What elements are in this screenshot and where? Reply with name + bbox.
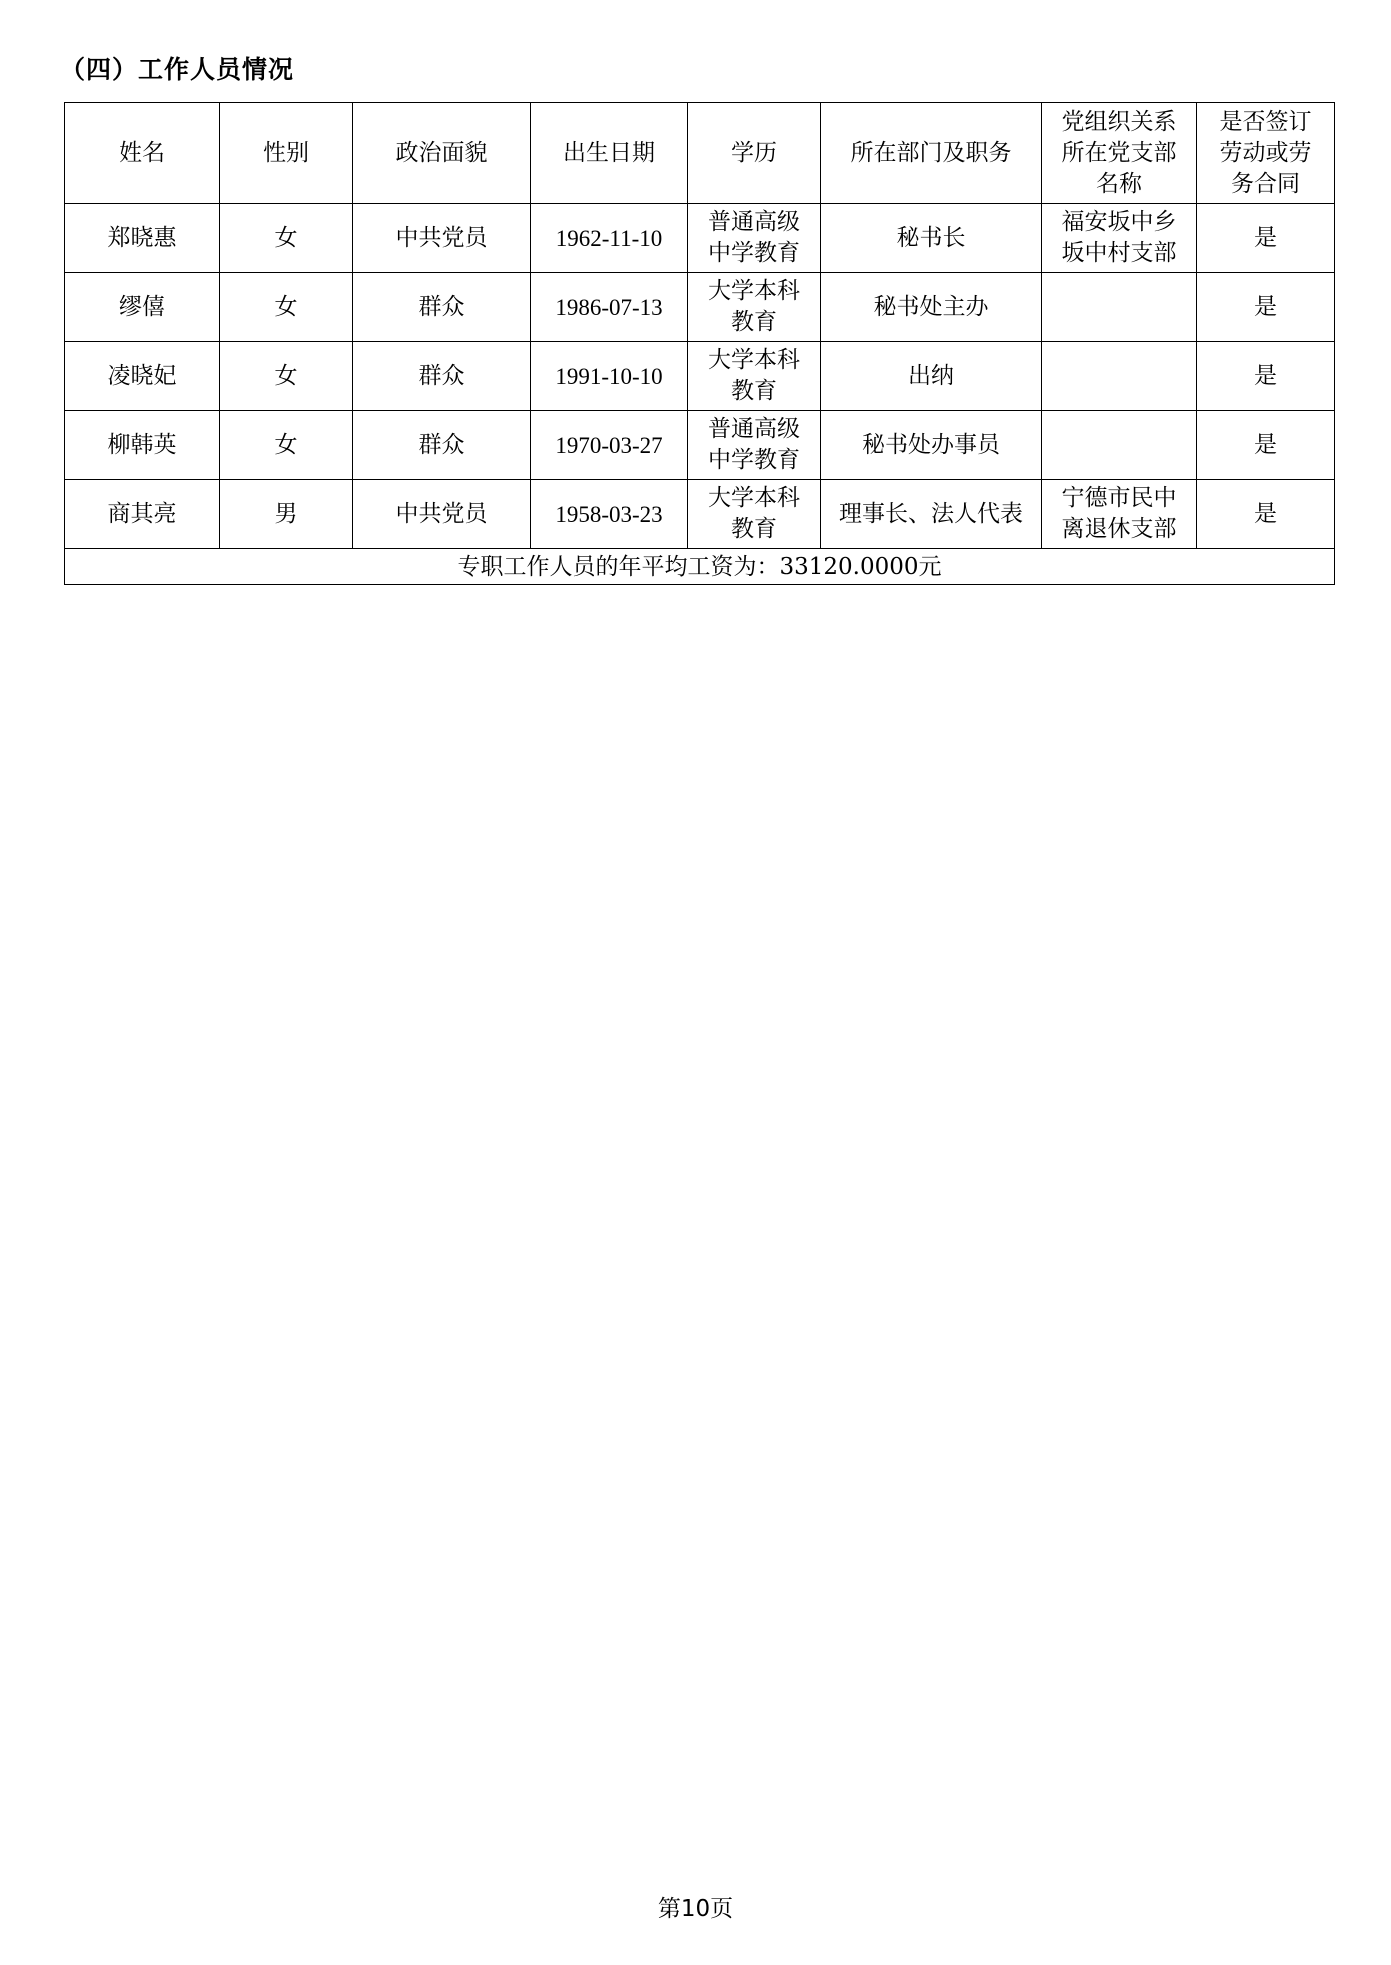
cell-contract: 是 [1197,273,1335,342]
cell-political: 中共党员 [353,480,531,549]
cell-education [688,480,821,549]
cell-contract: 是 [1197,411,1335,480]
cell-position: 秘书长 [821,204,1042,273]
cell-education-line: 教育 [731,309,777,335]
cell-birth: 1962-11-10 [531,204,688,273]
header-contract [1197,103,1335,204]
cell-education-line: 大学本科 [708,347,800,373]
header-contract-line: 是否签订 [1219,108,1312,135]
page-number: 第10页 [657,1896,734,1922]
header-party-branch-line: 党组织关系 [1061,108,1177,135]
cell-education [688,411,821,480]
cell-party-branch [1042,273,1197,342]
header-gender: 性别 [220,103,353,204]
cell-education-line: 普通高级 [708,416,800,442]
cell-party-branch-line: 坂中村支部 [1061,240,1177,266]
cell-education-line: 中学教育 [708,447,800,473]
cell-education [688,342,821,411]
header-birth: 出生日期 [531,103,688,204]
header-position: 所在部门及职务 [821,103,1042,204]
cell-contract: 是 [1197,480,1335,549]
cell-education-line: 教育 [731,378,777,404]
table-header-row [65,103,1335,204]
cell-birth: 1986-07-13 [531,273,688,342]
header-party-branch [1042,103,1197,204]
average-salary-note: 专职工作人员的年平均工资为：33120.0000元 [65,549,1335,585]
cell-gender: 女 [220,204,353,273]
cell-gender: 女 [220,342,353,411]
cell-party-branch [1042,342,1197,411]
cell-party-branch [1042,411,1197,480]
header-political: 政治面貌 [353,103,531,204]
staff-table [64,102,1335,585]
header-contract-line: 劳动或劳 [1219,139,1312,166]
cell-education-line: 大学本科 [708,278,800,304]
cell-political: 群众 [353,342,531,411]
cell-contract: 是 [1197,342,1335,411]
cell-party-branch [1042,480,1197,549]
cell-party-branch-line: 福安坂中乡 [1061,209,1177,235]
cell-education-line: 教育 [731,516,777,542]
table-row [65,273,1335,342]
table-footer-row [65,549,1335,585]
cell-name: 郑晓惠 [65,204,220,273]
cell-position: 出纳 [821,342,1042,411]
cell-party-branch [1042,204,1197,273]
cell-name: 缪僖 [65,273,220,342]
cell-education-line: 中学教育 [708,240,800,266]
cell-political: 中共党员 [353,204,531,273]
cell-gender: 男 [220,480,353,549]
cell-birth: 1958-03-23 [531,480,688,549]
cell-position: 理事长、法人代表 [821,480,1042,549]
cell-education-line: 普通高级 [708,209,800,235]
cell-political: 群众 [353,273,531,342]
cell-position: 秘书处办事员 [821,411,1042,480]
header-contract-line: 务合同 [1231,170,1300,197]
cell-party-branch-line: 宁德市民中 [1061,485,1177,511]
header-name: 姓名 [65,103,220,204]
cell-name: 柳韩英 [65,411,220,480]
cell-education [688,273,821,342]
table-row [65,342,1335,411]
cell-political: 群众 [353,411,531,480]
cell-name: 凌晓妃 [65,342,220,411]
header-education: 学历 [688,103,821,204]
table-row [65,411,1335,480]
table-row [65,204,1335,273]
cell-name: 商其亮 [65,480,220,549]
header-party-branch-line: 所在党支部 [1061,139,1177,166]
cell-birth: 1970-03-27 [531,411,688,480]
cell-gender: 女 [220,273,353,342]
cell-gender: 女 [220,411,353,480]
cell-contract: 是 [1197,204,1335,273]
section-title: （四）工作人员情况 [60,55,295,84]
cell-birth: 1991-10-10 [531,342,688,411]
cell-party-branch-line: 离退休支部 [1061,516,1177,542]
cell-education-line: 大学本科 [708,485,800,511]
cell-position: 秘书处主办 [821,273,1042,342]
table-row [65,480,1335,549]
cell-education [688,204,821,273]
header-party-branch-line: 名称 [1096,170,1142,197]
